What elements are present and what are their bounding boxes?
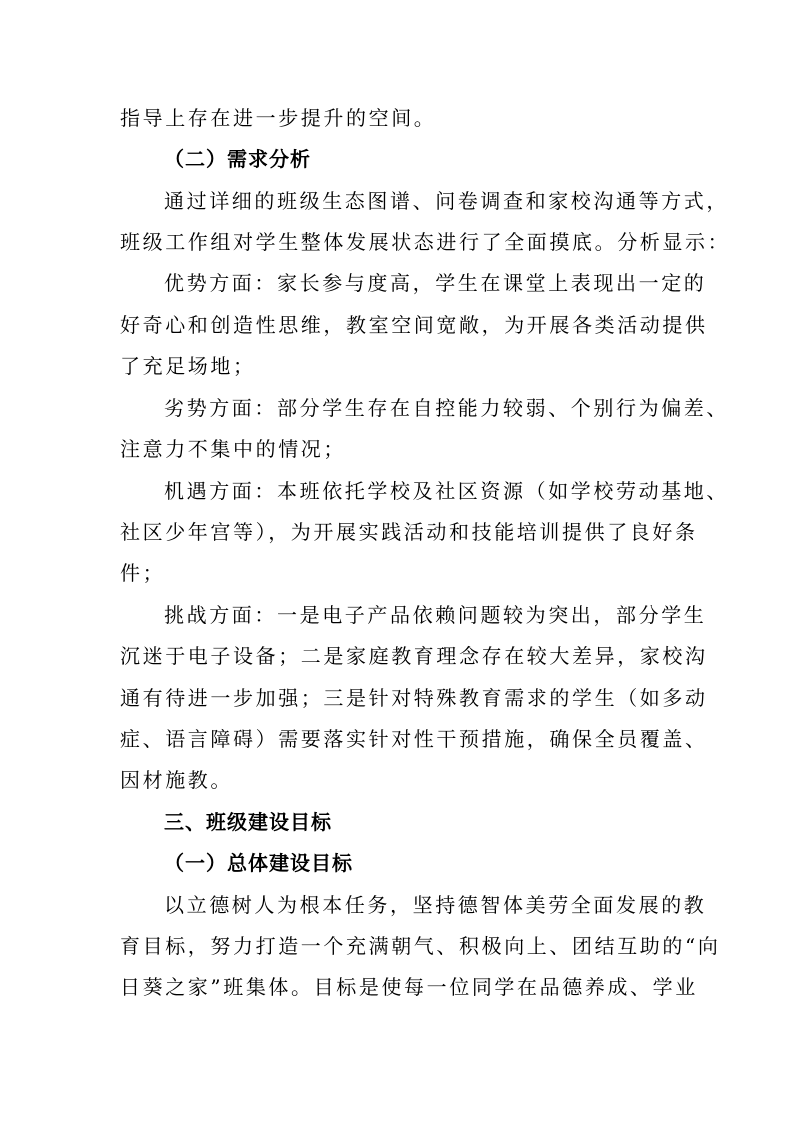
section-heading-class-goals: 三、班级建设目标 [164, 810, 332, 834]
paragraph-line: 育目标，努力打造一个充满朝气、积极向上、团结互助的“向 [120, 934, 721, 958]
paragraph-line: 社区少年宫等），为开展实践活动和技能培训提供了良好条 [120, 520, 698, 544]
paragraph-line: 日葵之家”班集体。目标是使每一位同学在品德养成、学业 [120, 975, 698, 999]
paragraph-line: 挑战方面：一是电子产品依赖问题较为突出，部分学生 [164, 603, 707, 627]
section-heading-overall-goals: （一）总体建设目标 [164, 851, 353, 875]
paragraph-line: 了充足场地； [120, 354, 256, 378]
section-heading-demand-analysis: （二）需求分析 [164, 147, 311, 171]
paragraph-line: 班级工作组对学生整体发展状态进行了全面摸底。分析显示： [120, 230, 731, 254]
paragraph-line: 沉迷于电子设备；二是家庭教育理念存在较大差异，家校沟 [120, 644, 708, 668]
paragraph-line: 指导上存在进一步提升的空间。 [120, 106, 437, 130]
paragraph-line: 好奇心和创造性思维，教室空间宽敞，为开展各类活动提供 [120, 313, 708, 337]
paragraph-line: 机遇方面：本班依托学校及社区资源（如学校劳动基地、 [164, 479, 729, 503]
paragraph-line: 优势方面：家长参与度高，学生在课堂上表现出一定的 [164, 271, 707, 295]
paragraph-line: 通有待进一步加强；三是针对特殊教育需求的学生（如多动 [120, 686, 708, 710]
paragraph-line: 症、语言障碍）需要落实针对性干预措施，确保全员覆盖、 [120, 727, 708, 751]
paragraph-line: 通过详细的班级生态图谱、问卷调查和家校沟通等方式， [164, 189, 729, 213]
paragraph-line: 注意力不集中的情况； [120, 437, 346, 461]
paragraph-line: 件； [120, 561, 166, 585]
paragraph-line: 因材施教。 [120, 768, 233, 792]
paragraph-line: 劣势方面：部分学生存在自控能力较弱、个别行为偏差、 [164, 396, 729, 420]
paragraph-line: 以立德树人为根本任务，坚持德智体美劳全面发展的教 [164, 893, 707, 917]
